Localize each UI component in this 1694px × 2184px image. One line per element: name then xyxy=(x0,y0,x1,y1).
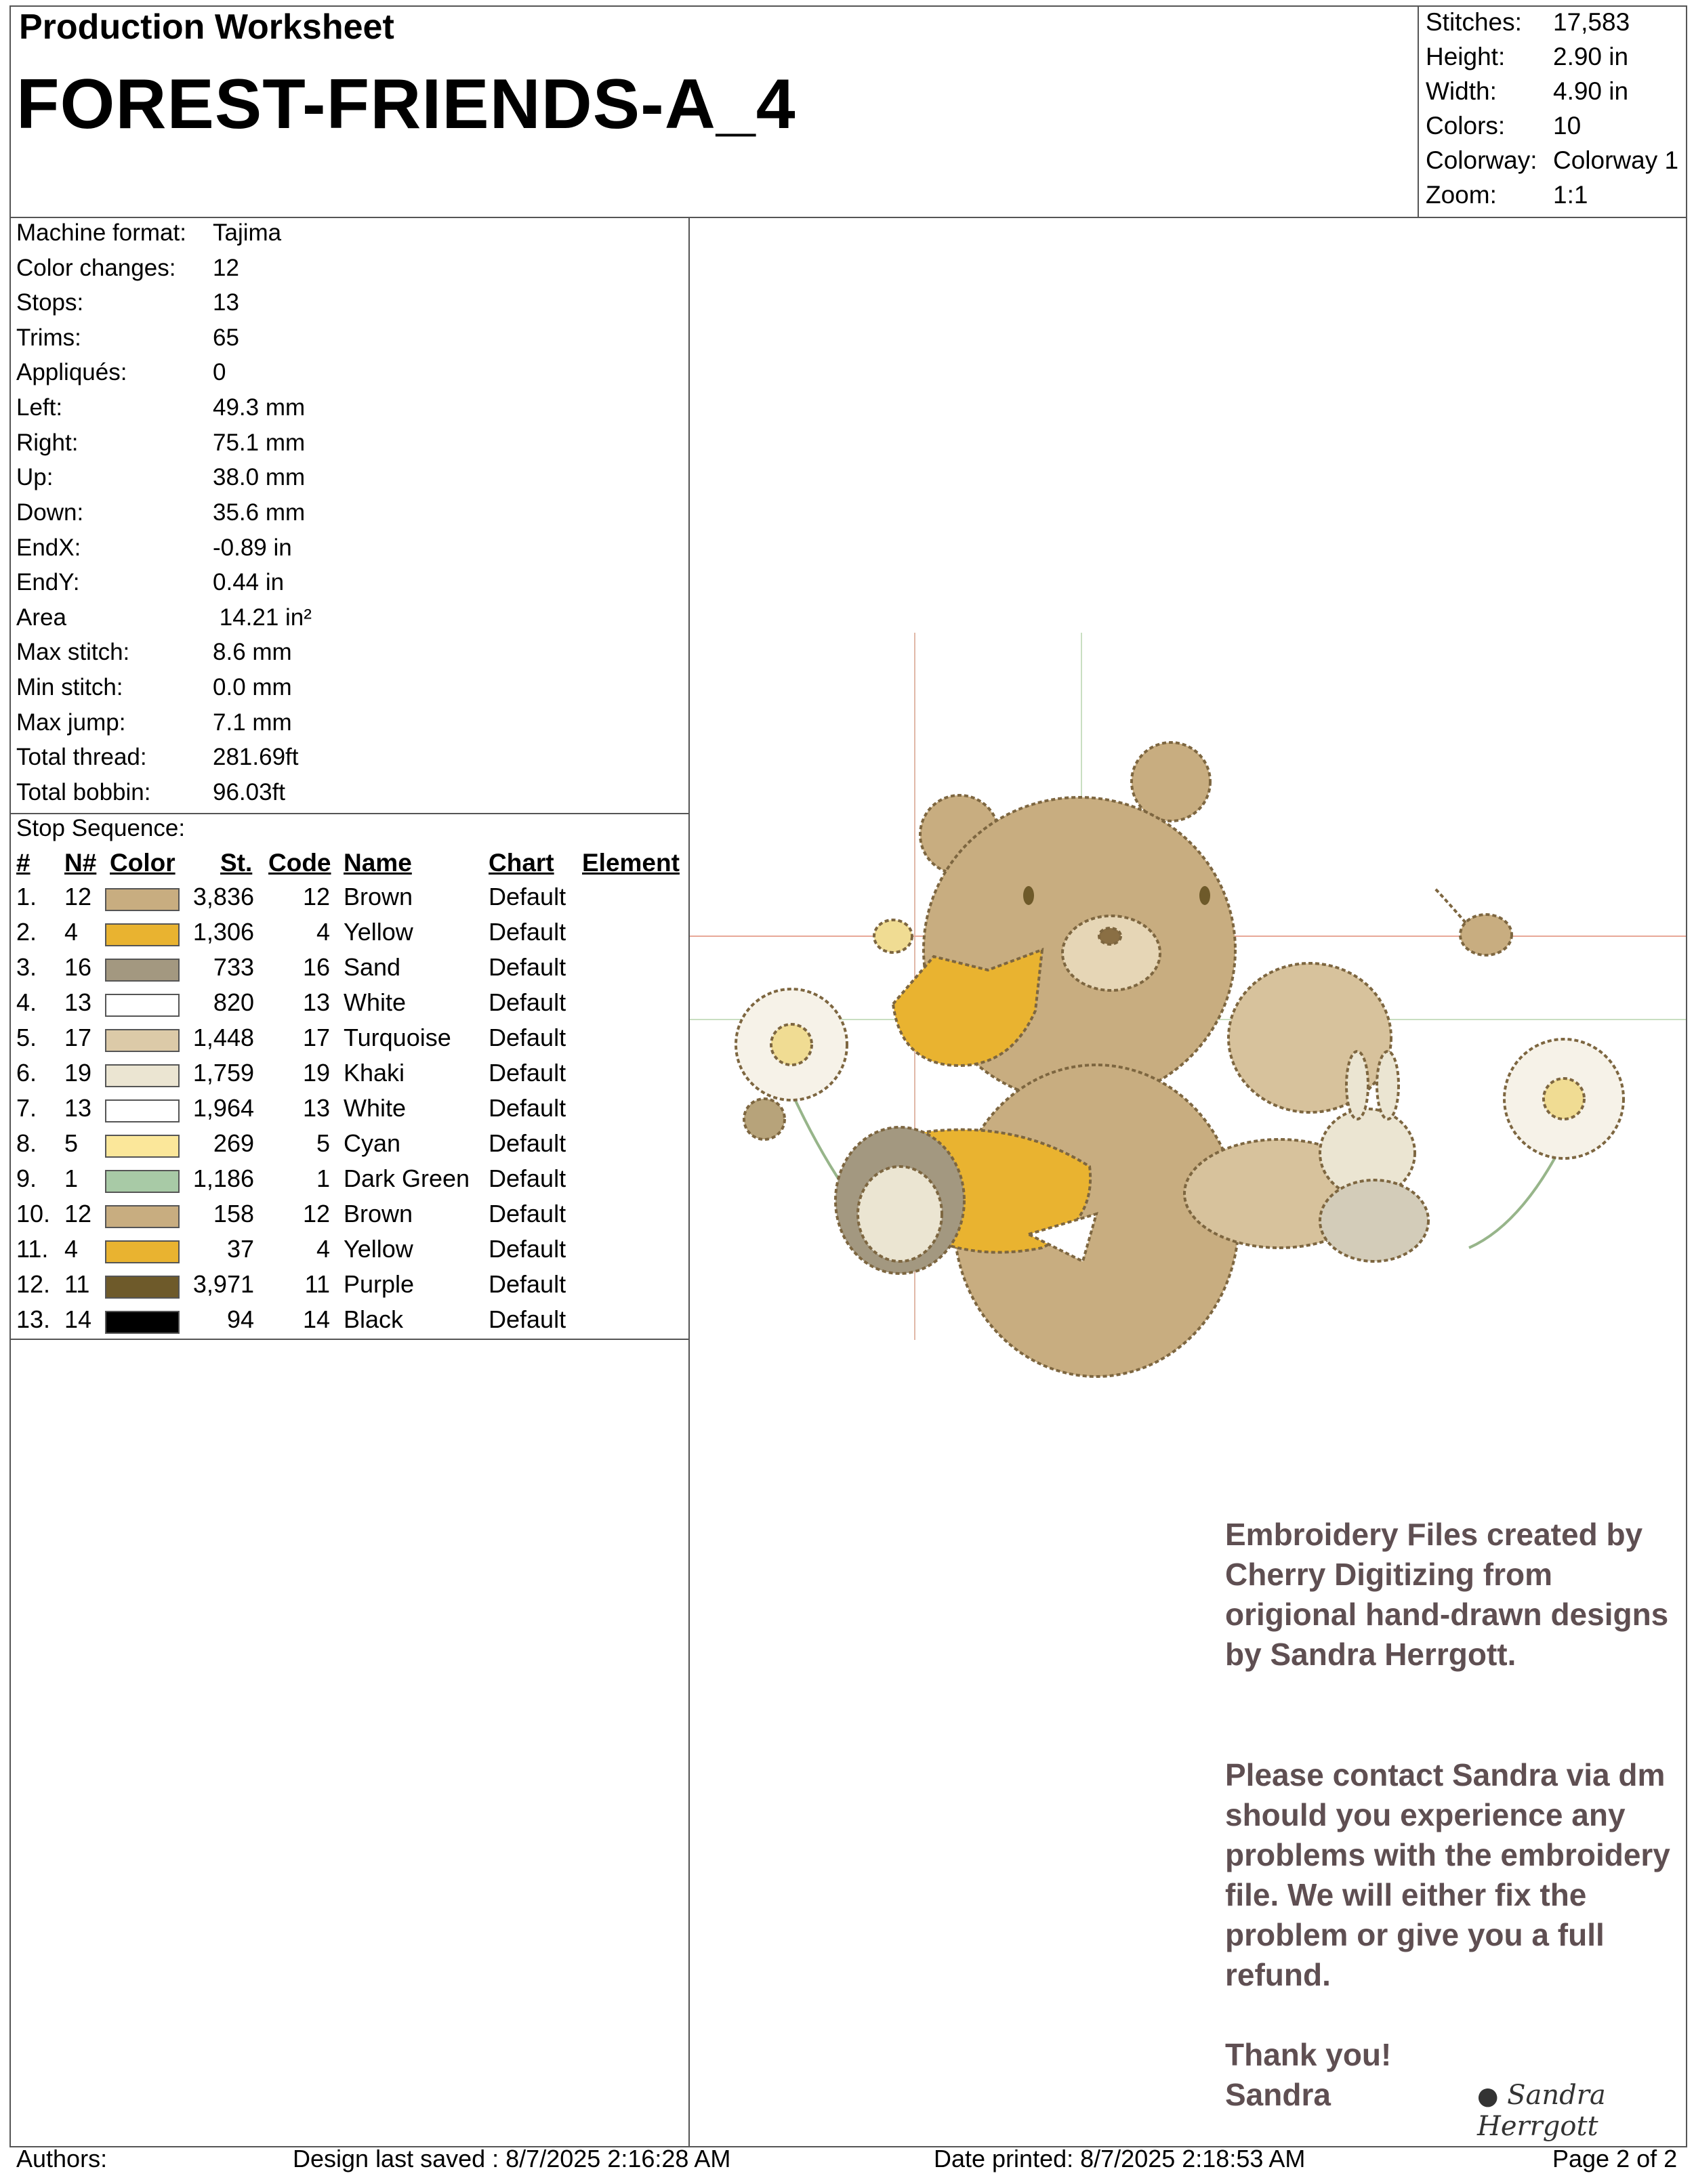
row-stitches: 3,971 xyxy=(192,1270,254,1298)
row-n: 4 xyxy=(64,918,79,946)
row-index: 9. xyxy=(16,1164,37,1192)
row-n: 17 xyxy=(64,1024,92,1051)
row-n: 19 xyxy=(64,1059,92,1087)
row-name: Khaki xyxy=(344,1059,405,1087)
row-stitches: 1,186 xyxy=(192,1164,254,1192)
stop-row xyxy=(0,883,688,918)
prop-max-jump: Max jump: 7.1 mm xyxy=(16,709,292,736)
stop-row xyxy=(0,1235,688,1270)
row-stitches: 269 xyxy=(213,1129,254,1157)
prop-endy: EndY: 0.44 in xyxy=(16,569,285,595)
design-name: FOREST-FRIENDS-A_4 xyxy=(16,65,796,144)
row-n: 5 xyxy=(64,1129,79,1157)
row-code: 1 xyxy=(316,1164,330,1192)
row-code: 14 xyxy=(302,1305,330,1333)
row-code: 12 xyxy=(302,1200,330,1227)
row-chart: Default xyxy=(489,1200,566,1227)
stop-row xyxy=(0,1164,688,1200)
row-n: 4 xyxy=(64,1235,79,1263)
col-header-code: Code xyxy=(268,849,331,877)
prop-stops: Stops: 13 xyxy=(16,289,239,316)
prop-max-stitch: Max stitch: 8.6 mm xyxy=(16,639,292,665)
row-chart: Default xyxy=(489,1235,566,1263)
row-chart: Default xyxy=(489,1129,566,1157)
row-chart: Default xyxy=(489,1024,566,1051)
hedgehog-icon xyxy=(835,1127,964,1274)
footer-date-printed: Date printed: 8/7/2025 2:18:53 AM xyxy=(934,2145,1306,2172)
row-n: 1 xyxy=(64,1164,79,1192)
prop-right: Right: 75.1 mm xyxy=(16,429,306,456)
col-header-name: Name xyxy=(344,849,412,877)
notes-paragraph-1: Embroidery Files created by Cherry Digitizing from origional hand-drawn designs by Sandra Herrgott. xyxy=(1225,1517,1669,1672)
row-chart: Default xyxy=(489,883,566,910)
row-stitches: 820 xyxy=(213,988,254,1016)
color-swatch xyxy=(105,1170,180,1193)
row-name: Dark Green xyxy=(344,1164,470,1192)
row-name: White xyxy=(344,1094,407,1122)
footer-page: Page 2 of 2 xyxy=(1552,2145,1678,2172)
row-chart: Default xyxy=(489,1270,566,1298)
row-stitches: 1,448 xyxy=(192,1024,254,1051)
prop-area: Area 14.21 in² xyxy=(16,604,312,631)
col-header-stitches: St. xyxy=(220,849,253,877)
col-header-n: N# xyxy=(64,849,97,877)
prop-left: Left: 49.3 mm xyxy=(16,394,306,421)
prop-endx: EndX: -0.89 in xyxy=(16,534,292,561)
row-index: 12. xyxy=(16,1270,51,1298)
prop-appliques: Appliqués: 0 xyxy=(16,359,226,385)
stop-row xyxy=(0,1305,688,1341)
row-chart: Default xyxy=(489,1305,566,1333)
col-header-element: Element xyxy=(582,849,680,877)
notes-signoff: Sandra xyxy=(1225,2077,1331,2112)
stop-row xyxy=(0,1059,688,1094)
row-name: Black xyxy=(344,1305,404,1333)
prop-up: Up: 38.0 mm xyxy=(16,464,306,490)
stop-row xyxy=(0,1270,688,1305)
prop-color-changes: Color changes: 12 xyxy=(16,255,239,281)
color-swatch xyxy=(105,1240,180,1263)
row-index: 2. xyxy=(16,918,37,946)
color-swatch xyxy=(105,959,180,982)
color-swatch xyxy=(105,888,180,911)
row-code: 11 xyxy=(304,1270,330,1298)
row-stitches: 3,836 xyxy=(192,883,254,910)
row-name: Yellow xyxy=(344,918,413,946)
color-swatch xyxy=(105,1099,180,1122)
row-code: 19 xyxy=(302,1059,330,1087)
row-n: 13 xyxy=(64,988,92,1016)
row-name: Purple xyxy=(344,1270,415,1298)
signature-logo: ● Sandra Herrgott xyxy=(1477,2080,1606,2142)
prop-down: Down: 35.6 mm xyxy=(16,499,306,526)
row-code: 4 xyxy=(316,918,330,946)
row-index: 1. xyxy=(16,883,37,910)
prop-total-thread: Total thread: 281.69ft xyxy=(16,744,299,770)
row-stitches: 94 xyxy=(226,1305,254,1333)
row-stitches: 1,964 xyxy=(192,1094,254,1122)
daisy-left-icon xyxy=(736,989,847,1139)
col-header-color: Color xyxy=(110,849,175,877)
butterfly-icon xyxy=(1435,889,1512,955)
row-index: 5. xyxy=(16,1024,37,1051)
color-swatch xyxy=(105,1029,180,1052)
row-stitches: 1,759 xyxy=(192,1059,254,1087)
row-code: 12 xyxy=(302,883,330,910)
row-code: 16 xyxy=(302,953,330,981)
embroidery-artwork xyxy=(736,742,1624,1377)
row-code: 17 xyxy=(302,1024,330,1051)
stop-row xyxy=(0,1024,688,1059)
stop-row xyxy=(0,918,688,953)
row-index: 10. xyxy=(16,1200,51,1227)
stop-row xyxy=(0,1200,688,1235)
stop-sequence-title: Stop Sequence: xyxy=(16,815,186,841)
row-n: 12 xyxy=(64,883,92,910)
worksheet-label: Production Worksheet xyxy=(19,7,394,47)
row-chart: Default xyxy=(489,1059,566,1087)
row-stitches: 733 xyxy=(213,953,254,981)
color-swatch xyxy=(105,1276,180,1299)
row-n: 16 xyxy=(64,953,92,981)
row-n: 12 xyxy=(64,1200,92,1227)
footer-box xyxy=(9,2146,1687,2179)
row-chart: Default xyxy=(489,1164,566,1192)
row-chart: Default xyxy=(489,918,566,946)
row-code: 13 xyxy=(302,988,330,1016)
color-swatch xyxy=(105,1064,180,1087)
row-name: Turquoise xyxy=(344,1024,451,1051)
row-name: Cyan xyxy=(344,1129,401,1157)
stop-row xyxy=(0,953,688,988)
row-n: 11 xyxy=(64,1270,90,1298)
row-index: 8. xyxy=(16,1129,37,1157)
daisy-right-icon xyxy=(1504,1039,1624,1158)
row-index: 4. xyxy=(16,988,37,1016)
prop-min-stitch: Min stitch: 0.0 mm xyxy=(16,674,292,700)
stop-row xyxy=(0,1094,688,1129)
row-index: 3. xyxy=(16,953,37,981)
row-name: Brown xyxy=(344,1200,413,1227)
prop-machine-format: Machine format: Tajima xyxy=(16,219,282,246)
col-header-index: # xyxy=(16,849,30,877)
color-swatch xyxy=(105,923,180,946)
notes-thanks: Thank you! xyxy=(1225,2037,1392,2072)
row-chart: Default xyxy=(489,988,566,1016)
row-chart: Default xyxy=(489,1094,566,1122)
notes-paragraph-2: Please contact Sandra via dm should you experience any problems with the embroidery file. We will either fix the problem or give you a full refund. xyxy=(1225,1757,1670,1992)
bee-icon xyxy=(874,920,912,952)
notes-panel-left xyxy=(9,1339,690,2147)
row-stitches: 37 xyxy=(226,1235,254,1263)
row-code: 5 xyxy=(316,1129,330,1157)
prop-trims: Trims: 65 xyxy=(16,324,239,351)
row-chart: Default xyxy=(489,953,566,981)
row-stitches: 158 xyxy=(213,1200,254,1227)
row-index: 7. xyxy=(16,1094,37,1122)
row-index: 11. xyxy=(16,1235,49,1263)
footer-last-saved: Design last saved : 8/7/2025 2:16:28 AM xyxy=(293,2145,731,2172)
row-name: Yellow xyxy=(344,1235,413,1263)
row-stitches: 1,306 xyxy=(192,918,254,946)
row-name: White xyxy=(344,988,407,1016)
col-header-chart: Chart xyxy=(489,849,554,877)
color-swatch xyxy=(105,1311,180,1334)
color-swatch xyxy=(105,994,180,1017)
footer-authors: Authors: xyxy=(16,2145,108,2172)
row-name: Sand xyxy=(344,953,401,981)
row-code: 13 xyxy=(302,1094,330,1122)
stop-row xyxy=(0,1129,688,1164)
row-n: 14 xyxy=(64,1305,92,1333)
row-index: 6. xyxy=(16,1059,37,1087)
color-swatch xyxy=(105,1205,180,1228)
penguin-icon: ● xyxy=(1477,2082,1499,2110)
stop-row xyxy=(0,988,688,1024)
row-name: Brown xyxy=(344,883,413,910)
color-swatch xyxy=(105,1135,180,1158)
prop-total-bobbin: Total bobbin: 96.03ft xyxy=(16,779,286,805)
row-code: 4 xyxy=(316,1235,330,1263)
row-index: 13. xyxy=(16,1305,51,1333)
row-n: 13 xyxy=(64,1094,92,1122)
